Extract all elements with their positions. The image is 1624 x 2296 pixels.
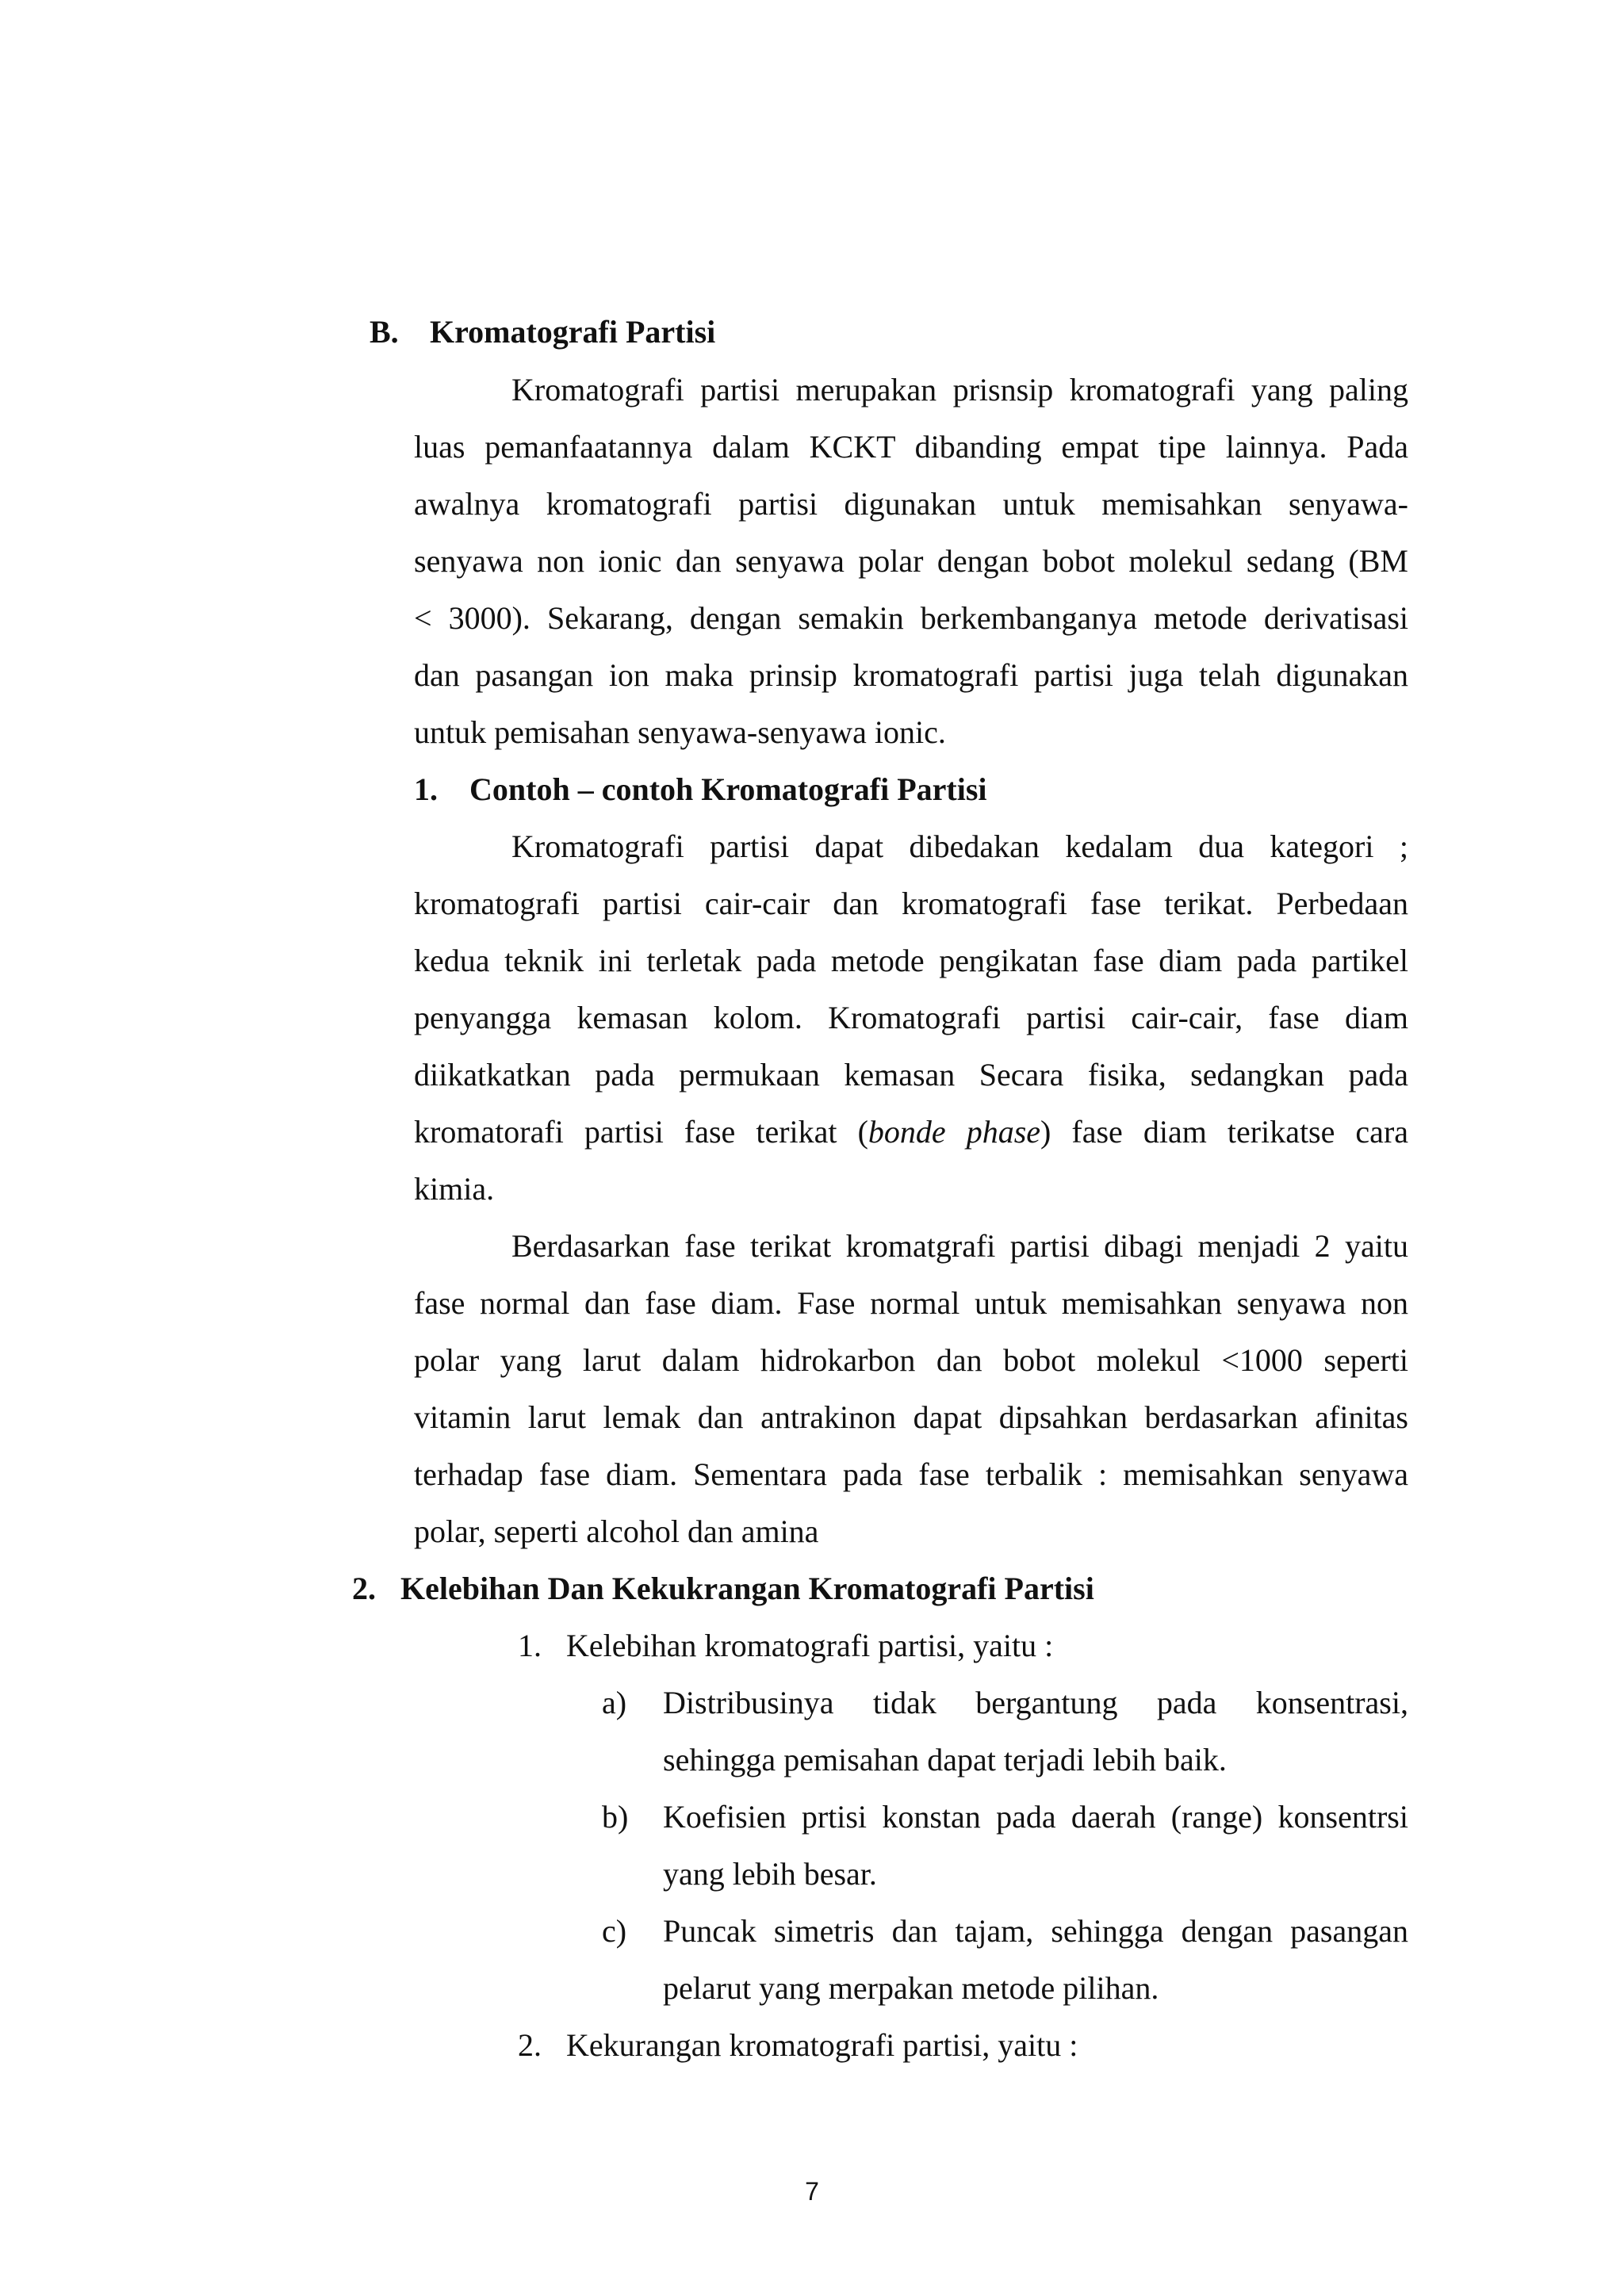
subsection-title: Contoh – contoh Kromatografi Partisi	[469, 771, 987, 807]
subsection-number: 2.	[352, 1571, 376, 1606]
list-number: 2.	[518, 2027, 542, 2063]
line-text: ) fase diam terikatse cara	[1040, 1114, 1409, 1150]
paragraph-line: kimia.	[414, 1171, 495, 1207]
subsection-title: Kelebihan Dan Kekukrangan Kromatografi Partisi	[400, 1571, 1094, 1606]
paragraph-line	[414, 1113, 1408, 1151]
section-letter: B.	[370, 314, 399, 350]
line-text: kromatorafi partisi fase terikat (	[414, 1114, 868, 1150]
sub-list-text: yang lebih besar.	[663, 1856, 877, 1892]
sub-list-text: Koefisien prtisi konstan pada daerah (range) konsentrsi	[663, 1799, 1408, 1835]
list-text: Kekurangan kromatografi partisi, yaitu :	[566, 2027, 1078, 2063]
sub-list-text: pelarut yang merpakan metode pilihan.	[663, 1970, 1159, 2006]
paragraph-line: dan pasangan ion maka prinsip kromatografi partisi juga telah digunakan	[414, 657, 1408, 693]
paragraph-line: kromatografi partisi cair-cair dan kromatografi fase terikat. Perbedaan	[414, 886, 1408, 921]
sub-list-text: sehingga pemisahan dapat terjadi lebih baik.	[663, 1742, 1227, 1777]
paragraph-line: terhadap fase diam. Sementara pada fase terbalik : memisahkan senyawa	[414, 1456, 1408, 1492]
paragraph-line: Kromatografi partisi merupakan prisnsip kromatografi yang paling	[511, 372, 1408, 408]
paragraph-line: vitamin larut lemak dan antrakinon dapat dipsahkan berdasarkan afinitas	[414, 1399, 1408, 1435]
section-title: Kromatografi Partisi	[430, 314, 716, 350]
page-number: 7	[805, 2177, 819, 2206]
sub-list-letter: c)	[602, 1913, 627, 1949]
paragraph-line: fase normal dan fase diam. Fase normal untuk memisahkan senyawa non	[414, 1285, 1408, 1321]
list-number: 1.	[518, 1628, 542, 1663]
paragraph-line: diikatkatkan pada permukaan kemasan Secara fisika, sedangkan pada	[414, 1057, 1408, 1093]
paragraph-line: awalnya kromatografi partisi digunakan untuk memisahkan senyawa-	[414, 486, 1408, 522]
paragraph-line: Berdasarkan fase terikat kromatgrafi partisi dibagi menjadi 2 yaitu	[511, 1228, 1408, 1264]
paragraph-line: polar, seperti alcohol dan amina	[414, 1513, 819, 1549]
sub-list-text: Puncak simetris dan tajam, sehingga dengan pasangan	[663, 1913, 1408, 1949]
paragraph-line: kedua teknik ini terletak pada metode pengikatan fase diam pada partikel	[414, 943, 1408, 978]
paragraph-line: penyangga kemasan kolom. Kromatografi partisi cair-cair, fase diam	[414, 1000, 1408, 1035]
paragraph-line: senyawa non ionic dan senyawa polar dengan bobot molekul sedang (BM	[414, 543, 1408, 579]
paragraph-line: luas pemanfaatannya dalam KCKT dibanding empat tipe lainnya. Pada	[414, 429, 1408, 465]
subsection-number: 1.	[414, 771, 438, 807]
list-text: Kelebihan kromatografi partisi, yaitu :	[566, 1628, 1054, 1663]
paragraph-line: polar yang larut dalam hidrokarbon dan bobot molekul <1000 seperti	[414, 1342, 1408, 1378]
sub-list-letter: a)	[602, 1685, 627, 1720]
sub-list-letter: b)	[602, 1799, 629, 1835]
paragraph-line: untuk pemisahan senyawa-senyawa ionic.	[414, 714, 946, 750]
paragraph-line: Kromatografi partisi dapat dibedakan kedalam dua kategori ;	[511, 828, 1408, 864]
italic-term: bonde phase	[868, 1114, 1041, 1150]
paragraph-line: < 3000). Sekarang, dengan semakin berkembanganya metode derivatisasi	[414, 600, 1408, 636]
sub-list-text: Distribusinya tidak bergantung pada konsentrasi,	[663, 1685, 1408, 1720]
